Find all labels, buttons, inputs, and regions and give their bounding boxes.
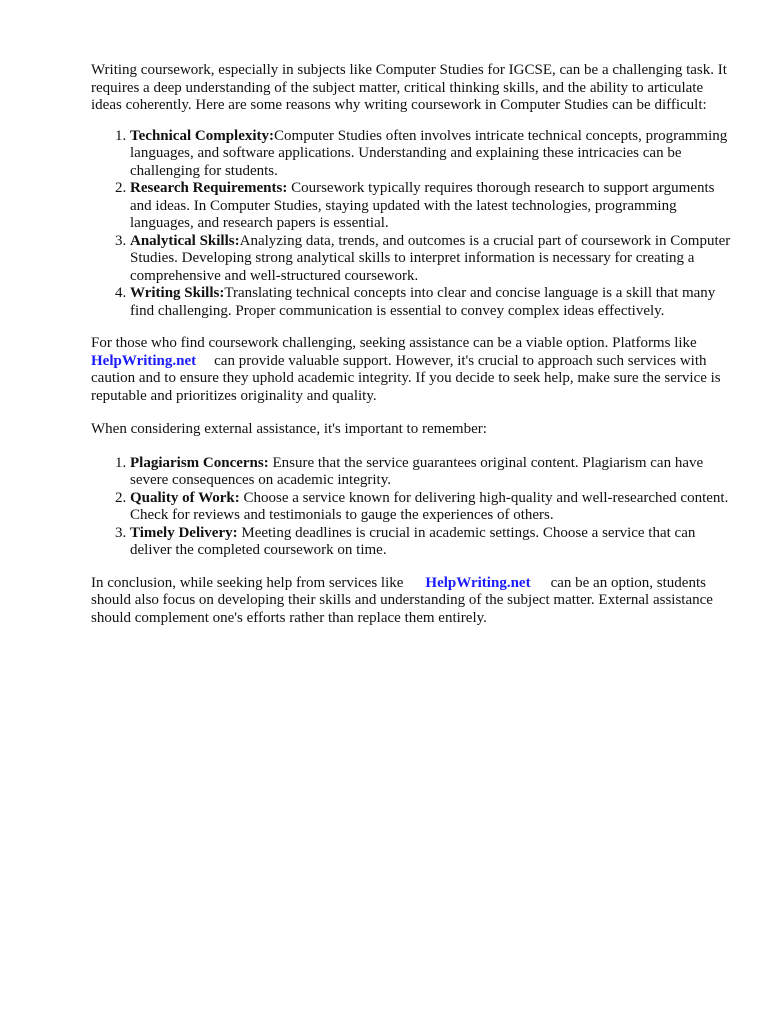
list-item bbox=[130, 233, 731, 286]
assistance-text-after: can provide valuable support. However, it's crucial to approach such services with caution and to ensure they uphold academic integrity. If you decide to seek help, make sure the service is reputable and prioritizes originality and quality. bbox=[91, 352, 721, 404]
document-page bbox=[91, 62, 731, 627]
conclusion-text-after: can be an option, students should also focus on developing their skills and understanding of the subject matter. External assistance should complement one's efforts rather than replace them entirely. bbox=[91, 574, 713, 626]
list-item bbox=[130, 525, 731, 560]
list-item bbox=[130, 455, 731, 490]
assistance-paragraph bbox=[91, 335, 731, 405]
list-item-text: Analyzing data, trends, and outcomes is a crucial part of coursework in Computer Studies. Developing strong analytical skills to interpret information is necessary for creating a comprehensive and well-structured coursework. bbox=[130, 232, 731, 284]
list-item-text: Choose a service known for delivering high-quality and well-researched content. Check for reviews and testimonials to gauge the experiences of others. bbox=[130, 489, 729, 523]
assistance-text-before: For those who find coursework challenging, seeking assistance can be a viable option. Platforms like bbox=[91, 335, 697, 351]
list-item bbox=[130, 128, 731, 181]
considerations-intro: When considering external assistance, it's important to remember: bbox=[91, 421, 487, 437]
list-item-term: Analytical Skills: bbox=[130, 232, 240, 249]
list-item bbox=[130, 180, 731, 233]
helpwriting-link[interactable]: HelpWriting.net bbox=[91, 352, 197, 369]
helpwriting-link[interactable]: HelpWriting.net bbox=[425, 574, 531, 591]
conclusion-paragraph bbox=[91, 575, 731, 628]
reasons-list bbox=[91, 128, 731, 321]
list-item-term: Quality of Work: bbox=[130, 489, 240, 506]
conclusion-text-before: In conclusion, while seeking help from services like bbox=[91, 574, 404, 591]
considerations-list bbox=[91, 455, 731, 560]
list-item bbox=[130, 285, 731, 320]
list-item-term: Research Requirements: bbox=[130, 180, 288, 196]
list-item-text: Coursework typically requires thorough research to support arguments and ideas. In Computer Studies, staying updated with the latest technologies, programming languages, and research papers is essential. bbox=[130, 180, 715, 231]
list-item bbox=[130, 490, 731, 525]
list-item-term: Plagiarism Concerns: bbox=[130, 454, 269, 471]
list-item-text: Computer Studies often involves intricate technical concepts, programming languages, and software applications. Understanding and explaining these intricacies can be challenging for students. bbox=[130, 127, 728, 179]
list-item-text: Translating technical concepts into clear and concise language is a skill that many find challenging. Proper communication is essential to convey complex ideas effectively. bbox=[130, 285, 716, 319]
list-item-text: Meeting deadlines is crucial in academic settings. Choose a service that can deliver the completed coursework on time. bbox=[130, 524, 696, 558]
list-item-term: Technical Complexity: bbox=[130, 127, 275, 144]
list-item-term: Writing Skills: bbox=[130, 285, 225, 301]
intro-paragraph: Writing coursework, especially in subjects like Computer Studies for IGCSE, can be a challenging task. It requires a deep understanding of the subject matter, critical thinking skills, and the ability to articulate ideas coherently. Here are some reasons why writing coursework in Computer Studies can be difficult: bbox=[91, 62, 727, 113]
list-item-term: Timely Delivery: bbox=[130, 524, 238, 541]
list-item-text: Ensure that the service guarantees original content. Plagiarism can have severe consequences on academic integrity. bbox=[130, 454, 704, 488]
